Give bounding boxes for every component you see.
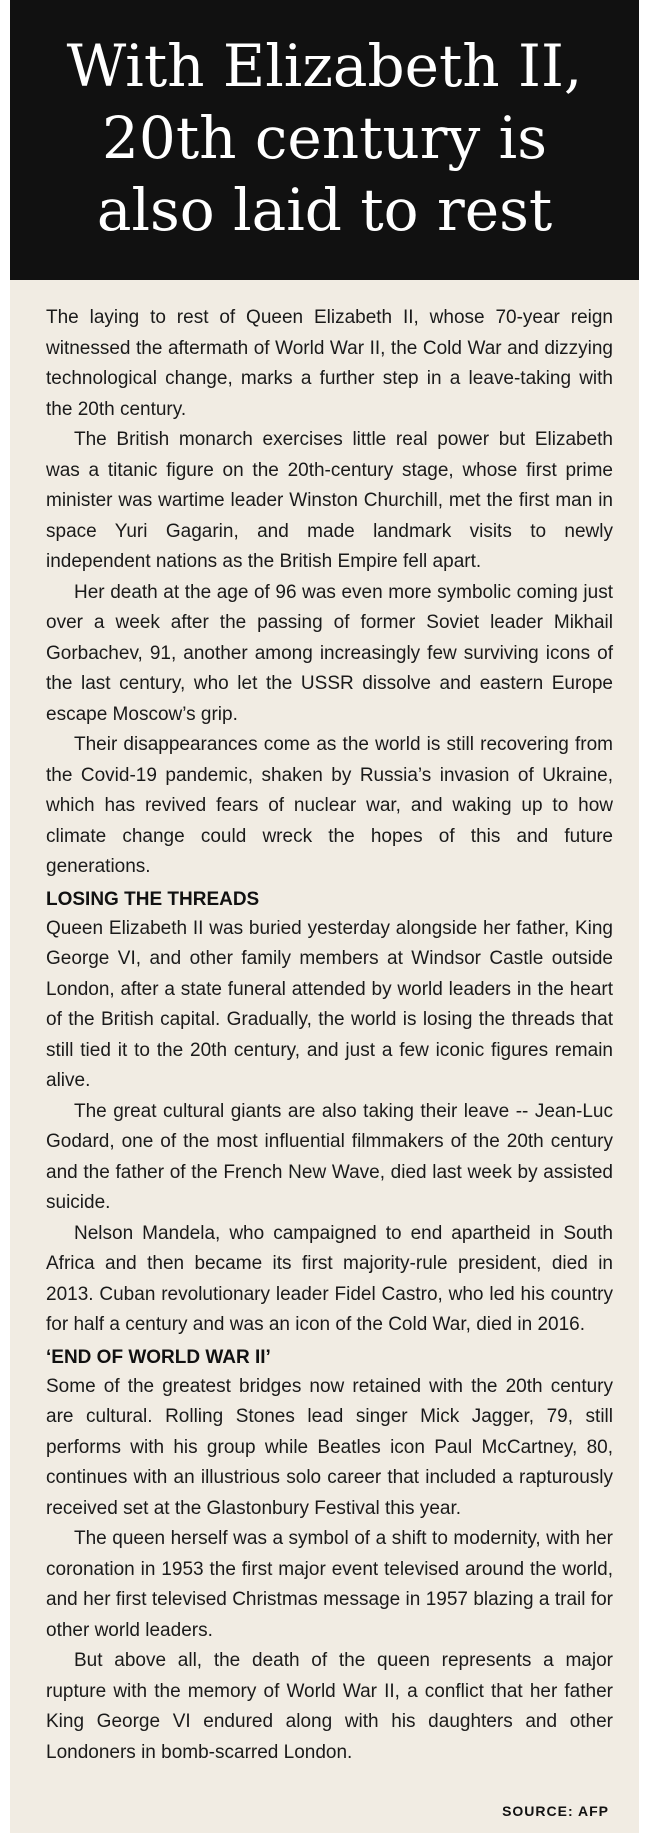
subhead-end-of-world-war-ii: ‘END OF WORLD WAR II’ xyxy=(46,1346,271,1368)
paragraph: Nelson Mandela, who campaigned to end apartheid in South Africa and then became its first majority-rule president, died in 2013. Cuban revolutionary leader Fidel Castro, who led his country for half a century and was an icon of the Cold War, died in 2016. xyxy=(46,1222,613,1335)
paragraph: The laying to rest of Queen Elizabeth II, whose 70-year reign witnessed the aftermath of World War II, the Cold War and dizzying technological change, marks a further step in a leave-taking with the 20th century. xyxy=(46,307,613,420)
paragraph: The British monarch exercises little real power but Elizabeth was a titanic figure on the 20th-century stage, whose first prime minister was wartime leader Winston Churchill, met the first man in space Yuri Gagarin, and made landmark visits to newly independent nations as the British Empire fell apart. xyxy=(46,429,613,572)
subhead-losing-the-threads: LOSING THE THREADS xyxy=(46,888,260,910)
paragraph: The queen herself was a symbol of a shift to modernity, with her coronation in 1953 the first major event televised around the world, and her first televised Christmas message in 1957 blazing a trail for other world leaders. xyxy=(46,1528,613,1641)
headline-line-3: also laid to rest xyxy=(96,176,553,244)
paragraph: But above all, the death of the queen represents a major rupture with the memory of World War II, a conflict that her father King George VI endured along with his daughters and other Londoners in bomb-scarred London. xyxy=(46,1650,613,1763)
paragraph: The great cultural giants are also taking their leave -- Jean-Luc Godard, one of the most influential filmmakers of the 20th century and the father of the French New Wave, died last week by assisted suicide. xyxy=(46,1100,613,1213)
paragraph: Some of the greatest bridges now retained with the 20th century are cultural. Rolling Stones lead singer Mick Jagger, 79, still performs with his group while Beatles icon Paul McCartney, 80, continues with an illustrious solo career that included a rapturously received set at the Glastonbury Festival this year. xyxy=(46,1375,613,1519)
headline xyxy=(10,30,639,246)
paragraph: Their disappearances come as the world is still recovering from the Covid-19 pandemic, shaken by Russia’s invasion of Ukraine, which has revived fears of nuclear war, and waking up to how climate change could wreck the hopes of this and future generations. xyxy=(46,734,613,877)
article-card xyxy=(10,0,639,1833)
paragraph: Queen Elizabeth II was buried yesterday alongside her father, King George VI, and other family members at Windsor Castle outside London, after a state funeral attended by world leaders in the heart of the British capital. Gradually, the world is losing the threads that still tied it to the 20th century, and just a few iconic figures remain alive. xyxy=(46,917,613,1091)
paragraph: Her death at the age of 96 was even more symbolic coming just over a week after the passing of former Soviet leader Mikhail Gorbachev, 91, another among increasingly few surviving icons of the last century, who let the USSR dissolve and eastern Europe escape Moscow’s grip. xyxy=(46,581,613,725)
source-credit: SOURCE: AFP xyxy=(502,1803,609,1819)
headline-line-1: With Elizabeth II, xyxy=(66,32,583,100)
article-body xyxy=(46,303,613,1768)
headline-line-2: 20th century is xyxy=(102,104,547,172)
headline-banner xyxy=(10,0,639,280)
